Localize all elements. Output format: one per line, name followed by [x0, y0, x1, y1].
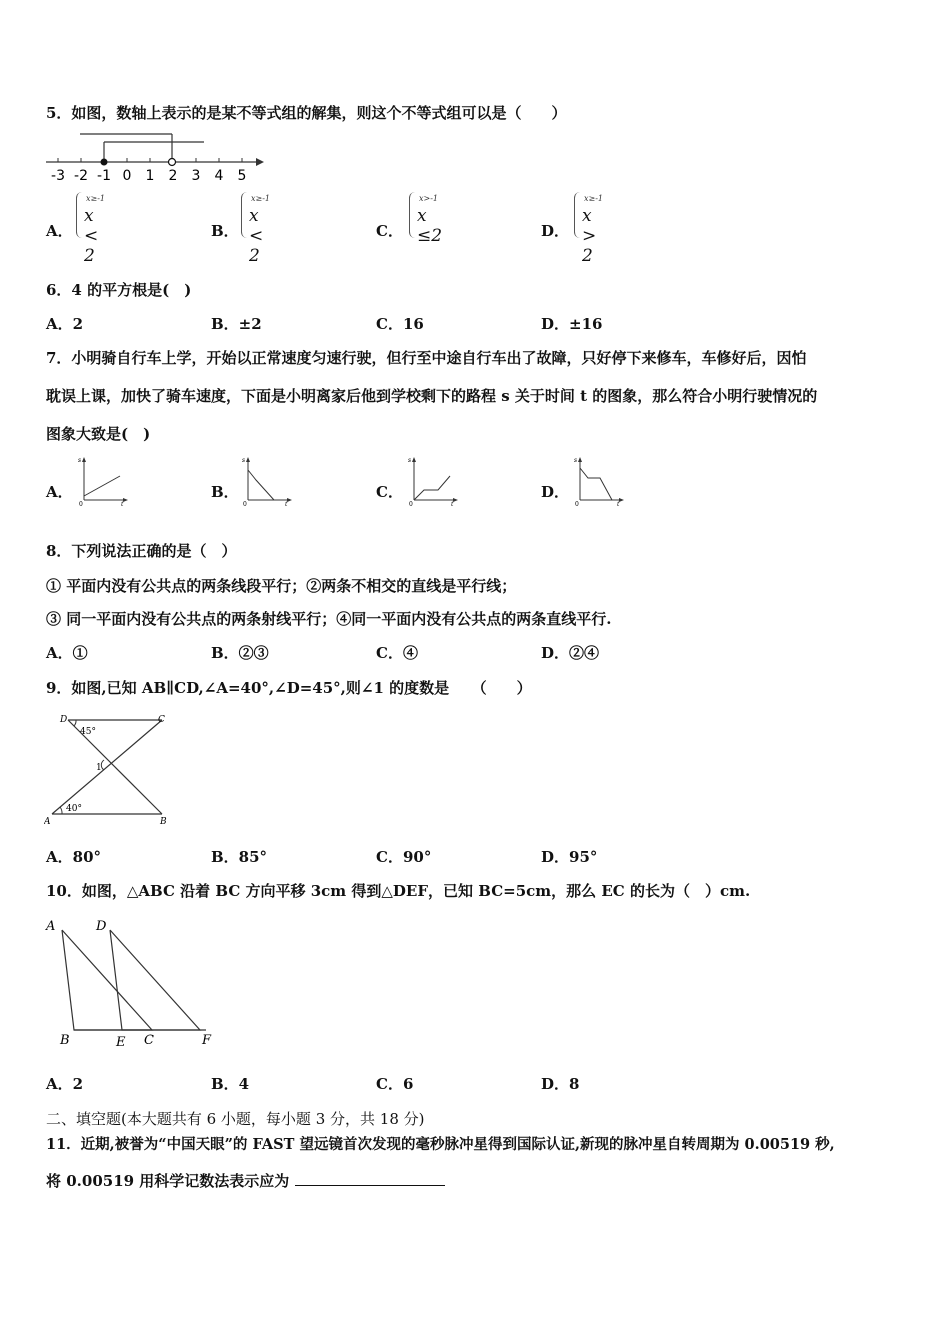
q8-line1: ① 平面内没有公共点的两条线段平行；②两条不相交的直线是平行线； — [46, 577, 517, 595]
q9-stem: 9．如图,已知 AB∥CD,∠A=40°,∠D=45°,则∠1 的度数是 （ ） — [46, 679, 532, 697]
svg-text:s: s — [242, 457, 246, 464]
q10-stem: 10．如图，△ABC 沿着 BC 方向平移 3cm 得到△DEF，已知 BC=5cm，那么 EC 的长为（ ）cm. — [46, 882, 751, 900]
svg-text:t: t — [285, 501, 288, 506]
q5-option-d: D． x≥-1 x > 2 — [541, 194, 604, 266]
q11-line2-text: 将 0.00519 用科学记数法表示应为 — [46, 1172, 290, 1190]
svg-text:t: t — [617, 501, 620, 506]
number-line-tick-label: 2 — [168, 168, 178, 184]
svg-text:40°: 40° — [66, 804, 82, 814]
q9-option-c: C．90° — [376, 848, 432, 866]
q7-graph-a — [76, 456, 130, 506]
q5-option-a: A． x≥-1 x < 2 — [46, 194, 106, 266]
svg-text:F: F — [202, 1033, 212, 1048]
svg-text:B: B — [160, 817, 167, 827]
svg-text:A: A — [44, 817, 51, 827]
q7-option-c: C． — [376, 483, 403, 501]
svg-text:1: 1 — [96, 763, 102, 773]
svg-text:E: E — [116, 1035, 126, 1050]
number-line-tick-label: 1 — [145, 168, 155, 184]
svg-text:s: s — [78, 457, 82, 464]
q7-line2: 耽误上课，加快了骑车速度，下面是小明离家后他到学校剩下的路程 s 关于时间 t 的图象，那么符合小明行驶情况的 — [46, 387, 818, 405]
svg-text:B: B — [60, 1033, 70, 1048]
svg-text:A: A — [46, 919, 56, 934]
q8-line2: ③ 同一平面内没有公共点的两条射线平行；④同一平面内没有公共点的两条直线平行. — [46, 610, 612, 628]
q9-figure — [44, 710, 174, 830]
q7-option-d: D． — [541, 483, 570, 501]
q9-option-b: B．85° — [211, 848, 268, 866]
number-line-figure — [44, 132, 266, 186]
svg-text:t: t — [451, 501, 454, 506]
svg-text:t: t — [121, 501, 124, 506]
q5-option-b: B． x≥-1 x < 2 — [211, 194, 271, 266]
q8-option-b: B．②③ — [211, 644, 269, 662]
number-line-tick-label: 4 — [214, 168, 224, 184]
q10-option-b: B．4 — [211, 1075, 250, 1093]
section-2-heading: 二、填空题(本大题共有 6 小题，每小题 3 分，共 18 分) — [46, 1110, 425, 1128]
q7-graph-b — [240, 456, 294, 506]
q10-option-c: C．6 — [376, 1075, 414, 1093]
number-line-tick-label: 3 — [191, 168, 201, 184]
number-line-tick-label: -3 — [51, 168, 65, 184]
q10-option-a: A．2 — [46, 1075, 84, 1093]
svg-text:45°: 45° — [80, 727, 96, 737]
svg-text:0: 0 — [243, 501, 247, 506]
svg-text:0: 0 — [79, 501, 83, 506]
closed-point — [101, 159, 108, 166]
q6-option-c: C．16 — [376, 315, 424, 333]
svg-text:s: s — [408, 457, 412, 464]
q7-graph-d — [572, 456, 626, 506]
q10-figure — [44, 916, 224, 1052]
answer-blank[interactable] — [295, 1173, 445, 1186]
q8-option-d: D．②④ — [541, 644, 600, 662]
q5-stem: 5．如图，数轴上表示的是某不等式组的解集，则这个不等式组可以是（ ） — [46, 104, 567, 122]
q8-option-a: A．① — [46, 644, 88, 662]
q5-option-c: C． x>-1 x ≤2 — [376, 194, 443, 246]
q8-stem: 8．下列说法正确的是（ ） — [46, 542, 237, 560]
number-line-tick-label: -2 — [74, 168, 88, 184]
q7-line3: 图象大致是( ) — [46, 425, 151, 443]
q11-line1: 11．近期,被誉为“中国天眼”的 FAST 望远镜首次发现的毫秒脉冲星得到国际认证,新现的脉冲星自转周期为 0.00519 秒, — [46, 1136, 835, 1153]
svg-text:s: s — [574, 457, 578, 464]
q9-option-a: A．80° — [46, 848, 102, 866]
svg-text:C: C — [158, 715, 165, 725]
number-line-tick-label: 0 — [122, 168, 132, 184]
number-line-tick-label: -1 — [97, 168, 111, 184]
svg-text:D: D — [96, 919, 107, 934]
q7-option-a: A． — [46, 483, 73, 501]
q6-option-d: D．±16 — [541, 315, 603, 333]
svg-text:0: 0 — [409, 501, 413, 506]
q11-line2 — [46, 1170, 445, 1191]
q7-option-b: B． — [211, 483, 239, 501]
q8-option-c: C．④ — [376, 644, 418, 662]
q9-option-d: D．95° — [541, 848, 598, 866]
svg-text:D: D — [60, 715, 68, 725]
q6-option-a: A．2 — [46, 315, 84, 333]
q6-stem: 6．4 的平方根是( ) — [46, 281, 192, 299]
q7-line1: 7．小明骑自行车上学，开始以正常速度匀速行驶，但行至中途自行车出了故障，只好停下来修车，车修好后，因怕 — [46, 349, 807, 367]
number-line-tick-label: 5 — [237, 168, 247, 184]
svg-text:0: 0 — [575, 501, 579, 506]
svg-text:C: C — [144, 1033, 154, 1048]
open-point — [169, 159, 176, 166]
q7-graph-c — [406, 456, 460, 506]
q6-option-b: B．±2 — [211, 315, 262, 333]
q10-option-d: D．8 — [541, 1075, 580, 1093]
